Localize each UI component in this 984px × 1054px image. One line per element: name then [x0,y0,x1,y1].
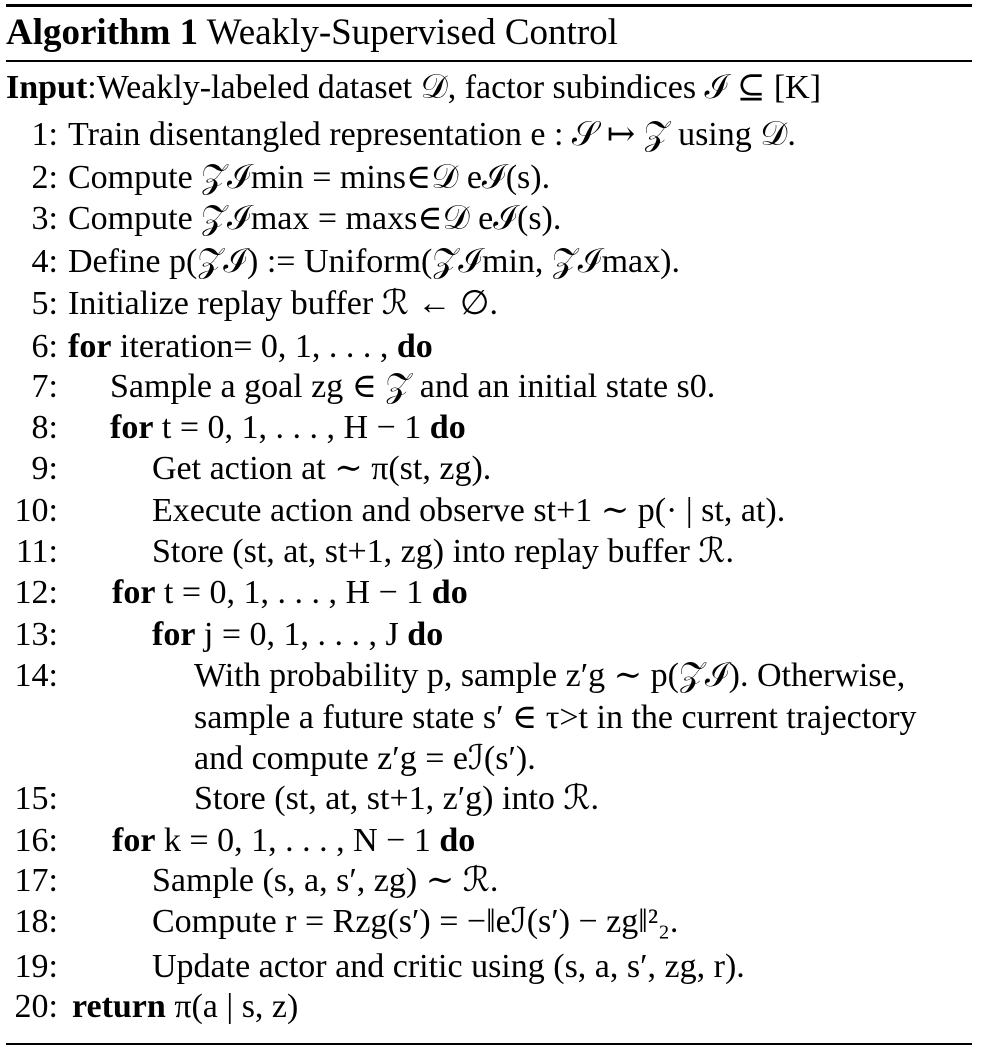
line-text: for t = 0, 1, . . . , H − 1 do [112,574,468,611]
line-number: 8: [31,409,58,446]
line-text: Get action at ∼ π(st, zg). [152,450,492,487]
line-number: 12: [14,574,58,611]
line-number: 20: [14,988,58,1025]
line-text: Initialize replay buffer ℛ ← ∅. [68,285,498,322]
input-label: Input [6,69,88,106]
line-text: Sample (s, a, s′, zg) ∼ ℛ. [152,862,499,899]
bottom-rule [6,1043,972,1045]
algorithm-line [0,697,984,738]
algorithm-line [0,283,984,324]
algorithm-line [0,614,984,655]
line-number: 5: [31,285,58,322]
line-number: 1: [31,116,58,153]
line-number: 18: [14,903,58,940]
line-text: for j = 0, 1, . . . , J do [152,616,444,653]
input-text: :Weakly-labeled dataset 𝒟, factor subindices ℐ ⊆ [K] [87,69,822,106]
algorithm-line [0,655,984,696]
line-text: return π(a | s, z) [72,988,299,1025]
line-text: Sample a goal zg ∈ 𝒵 and an initial state s0. [110,368,716,405]
input-line [6,66,821,110]
line-number: 16: [14,822,58,859]
algorithm-line [0,241,984,282]
algorithm-line [0,820,984,861]
line-text: for t = 0, 1, . . . , H − 1 do [110,409,466,446]
line-number: 15: [14,780,58,817]
line-number: 17: [14,862,58,899]
line-text: Store (st, at, st+1, zg) into replay buffer ℛ. [152,533,734,570]
line-text: Compute r = Rzg(s′) = −‖eℐ(s′) − zg‖²₂. [152,903,679,940]
top-rule [6,4,972,7]
line-text: and compute z′g = eℐ(s′). [194,740,536,777]
algorithm-line [0,531,984,572]
algorithm-label: Algorithm 1 [6,12,199,53]
line-text: for k = 0, 1, . . . , N − 1 do [112,822,476,859]
title-rule [6,60,972,62]
line-number: 4: [31,243,58,280]
algorithm-line [0,366,984,407]
line-text: Execute action and observe st+1 ∼ p(· | st, at). [152,492,786,529]
line-number: 13: [14,616,58,653]
algorithm-line [0,946,984,987]
algorithm-line [0,738,984,779]
line-number: 6: [31,328,58,365]
line-number: 7: [31,368,58,405]
algorithm-line [0,326,984,367]
line-number: 3: [31,200,58,237]
line-number: 19: [14,948,58,985]
line-number: 14: [14,657,58,694]
algorithm-title [6,8,618,58]
algorithm-line [0,407,984,448]
algorithm-line [0,490,984,531]
algorithm-line [0,157,984,198]
line-text: Train disentangled representation e : 𝒮 ↦ 𝒵 using 𝒟. [68,116,796,153]
algorithm-line [0,860,984,901]
line-number: 10: [14,492,58,529]
algorithm-line [0,572,984,613]
line-text: Update actor and critic using (s, a, s′, zg, r). [152,948,745,985]
line-text: sample a future state s′ ∈ τ>t in the current trajectory [194,699,917,736]
line-text: Compute 𝒵ℐmin = mins∈𝒟 eℐ(s). [68,159,551,196]
algorithm-name: Weakly-Supervised Control [206,12,618,53]
line-number: 2: [31,159,58,196]
line-text: for iteration= 0, 1, . . . , do [68,328,433,365]
algorithm-line [0,114,984,155]
algorithm-line [0,778,984,819]
line-text: Define p(𝒵ℐ) := Uniform(𝒵ℐmin, 𝒵ℐmax). [68,243,680,280]
line-number: 9: [31,450,58,487]
line-text: Store (st, at, st+1, z′g) into ℛ. [194,780,600,817]
line-number: 11: [15,533,58,570]
algorithm-line [0,986,984,1027]
algorithm-line [0,198,984,239]
line-text: Compute 𝒵ℐmax = maxs∈𝒟 eℐ(s). [68,200,562,237]
algorithm-line [0,901,984,942]
algorithm-line [0,448,984,489]
line-text: With probability p, sample z′g ∼ p(𝒵ℐ). Otherwise, [194,657,906,694]
